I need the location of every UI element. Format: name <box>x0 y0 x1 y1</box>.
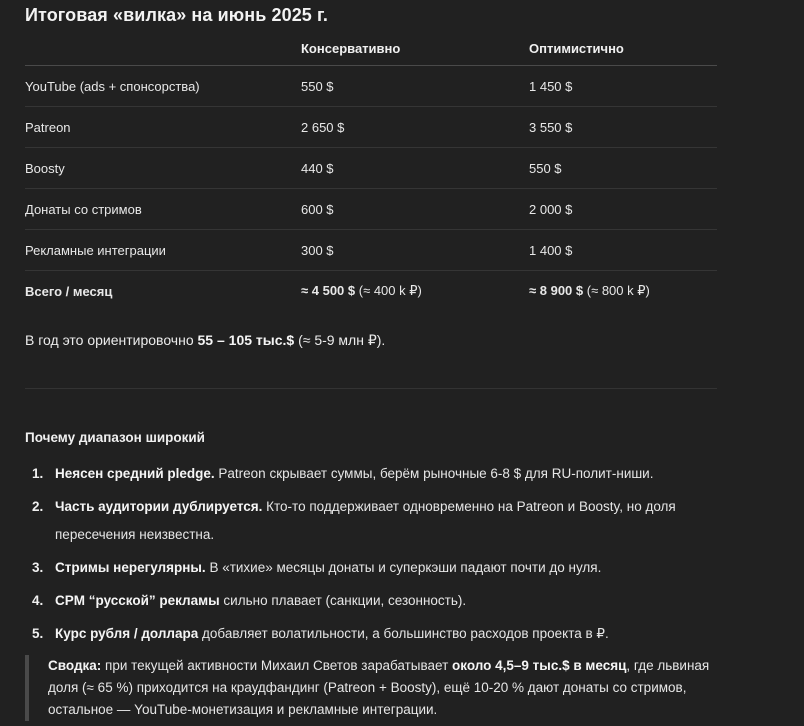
item-bold: CPM “русской” рекламы <box>55 593 220 608</box>
row-conservative: 600 $ <box>301 189 529 230</box>
item-text: В «тихие» месяцы донаты и суперкэши падают почти до нуля. <box>205 560 602 575</box>
table-row <box>25 189 717 230</box>
total-row <box>25 271 717 312</box>
item-bold: Неясен средний pledge. <box>55 466 215 481</box>
summary-text-1: при текущей активности Михаил Светов зарабатывает <box>101 658 453 673</box>
row-source: Рекламные интеграции <box>25 230 301 271</box>
item-number: 2. <box>32 499 44 514</box>
table-header-row <box>25 32 717 66</box>
header-source <box>25 32 301 66</box>
row-optimistic: 2 000 $ <box>529 189 717 230</box>
table-row <box>25 148 717 189</box>
income-fork-table <box>25 32 717 311</box>
divider <box>25 388 717 389</box>
summary-label: Сводка: <box>48 658 102 673</box>
total-conservative <box>301 271 529 312</box>
summary-text-2: , где львиная доля (≈ 65 %) приходится на краудфандинг (Patreon + Boosty), ещё 10-20 % дают донаты со стримов, остальное — YouTube-монетизация и рекламные интеграции. <box>48 658 710 717</box>
table-row <box>25 107 717 148</box>
item-text: сильно плавает (санкции, сезонность). <box>219 593 467 608</box>
total-optimistic-value: ≈ 8 900 $ <box>529 283 584 298</box>
item-number: 5. <box>32 626 44 641</box>
total-optimistic <box>529 271 717 312</box>
item-bold: Часть аудитории дублируется. <box>55 499 263 514</box>
row-conservative: 300 $ <box>301 230 529 271</box>
list-item <box>25 493 725 549</box>
annual-range: 55 – 105 тыс.$ <box>197 332 295 348</box>
item-number: 1. <box>32 466 44 481</box>
row-source: Донаты со стримов <box>25 189 301 230</box>
list-item <box>25 554 725 582</box>
list-item <box>25 587 725 615</box>
header-conservative: Консервативно <box>301 32 529 66</box>
list-item <box>25 460 725 488</box>
total-label: Всего / месяц <box>25 283 113 299</box>
item-text: Кто-то поддерживает одновременно на Patreon и Boosty, но доля пересечения неизвестна. <box>55 499 676 542</box>
row-conservative: 440 $ <box>301 148 529 189</box>
summary-quote <box>25 655 738 721</box>
item-number: 3. <box>32 560 44 575</box>
item-number: 4. <box>32 593 44 608</box>
item-bold: Стримы нерегулярны. <box>55 560 206 575</box>
total-conservative-rub: (≈ 400 k ₽) <box>355 283 422 298</box>
item-text: Patreon скрывает суммы, берём рыночные 6-8 $ для RU-полит-ниши. <box>214 466 654 481</box>
summary-bold: около 4,5–9 тыс.$ в месяц <box>452 658 627 673</box>
row-optimistic: 1 450 $ <box>529 66 717 107</box>
table-row <box>25 230 717 271</box>
table-row <box>25 66 717 107</box>
row-source: Boosty <box>25 148 301 189</box>
row-optimistic: 550 $ <box>529 148 717 189</box>
total-optimistic-rub: (≈ 800 k ₽) <box>583 283 650 298</box>
row-optimistic: 3 550 $ <box>529 107 717 148</box>
section-title: Итоговая «вилка» на июнь 2025 г. <box>25 5 328 25</box>
item-text: добавляет волатильности, а большинство расходов проекта в ₽. <box>198 626 609 641</box>
total-conservative-value: ≈ 4 500 $ <box>301 283 356 298</box>
item-bold: Курс рубля / доллара <box>55 626 199 641</box>
reasons-list <box>25 460 725 653</box>
row-conservative: 550 $ <box>301 66 529 107</box>
annual-text-before: В год это ориентировочно <box>25 332 198 348</box>
row-source: Patreon <box>25 107 301 148</box>
why-heading: Почему диапазон широкий <box>25 430 205 445</box>
row-source: YouTube (ads + спонсорства) <box>25 66 301 107</box>
header-optimistic: Оптимистично <box>529 32 717 66</box>
row-optimistic: 1 400 $ <box>529 230 717 271</box>
annual-text-after: (≈ 5-9 млн ₽). <box>294 332 386 348</box>
list-item <box>25 620 725 648</box>
annual-estimate <box>25 332 385 349</box>
row-conservative: 2 650 $ <box>301 107 529 148</box>
